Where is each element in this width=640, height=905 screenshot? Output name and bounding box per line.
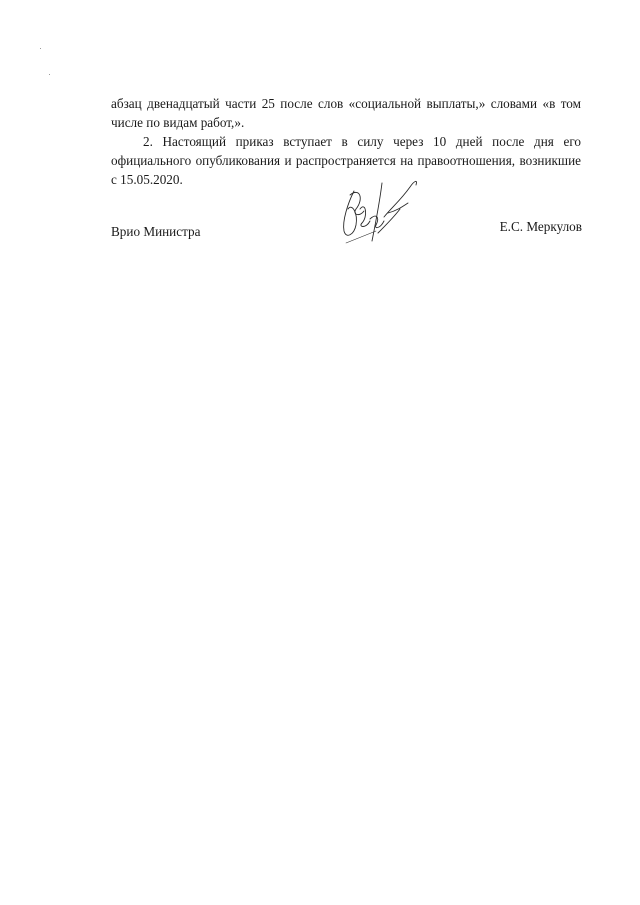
scan-speck [40, 48, 41, 49]
signatory-name: Е.С. Меркулов [499, 219, 582, 234]
handwritten-signature [330, 173, 430, 253]
paragraph-effective-date: 2. Настоящий приказ вступает в силу через 10 дней после дня его официального опубликования и распространяется на правоотношения, возникшие с 15.05.2020. [111, 134, 581, 187]
position-title: Врио Министра [111, 224, 201, 239]
scan-speck [49, 74, 50, 75]
paragraph-amendment: абзац двенадцатый части 25 после слов «социальной выплаты,» словами «в том числе по видам работ,». [111, 96, 581, 130]
